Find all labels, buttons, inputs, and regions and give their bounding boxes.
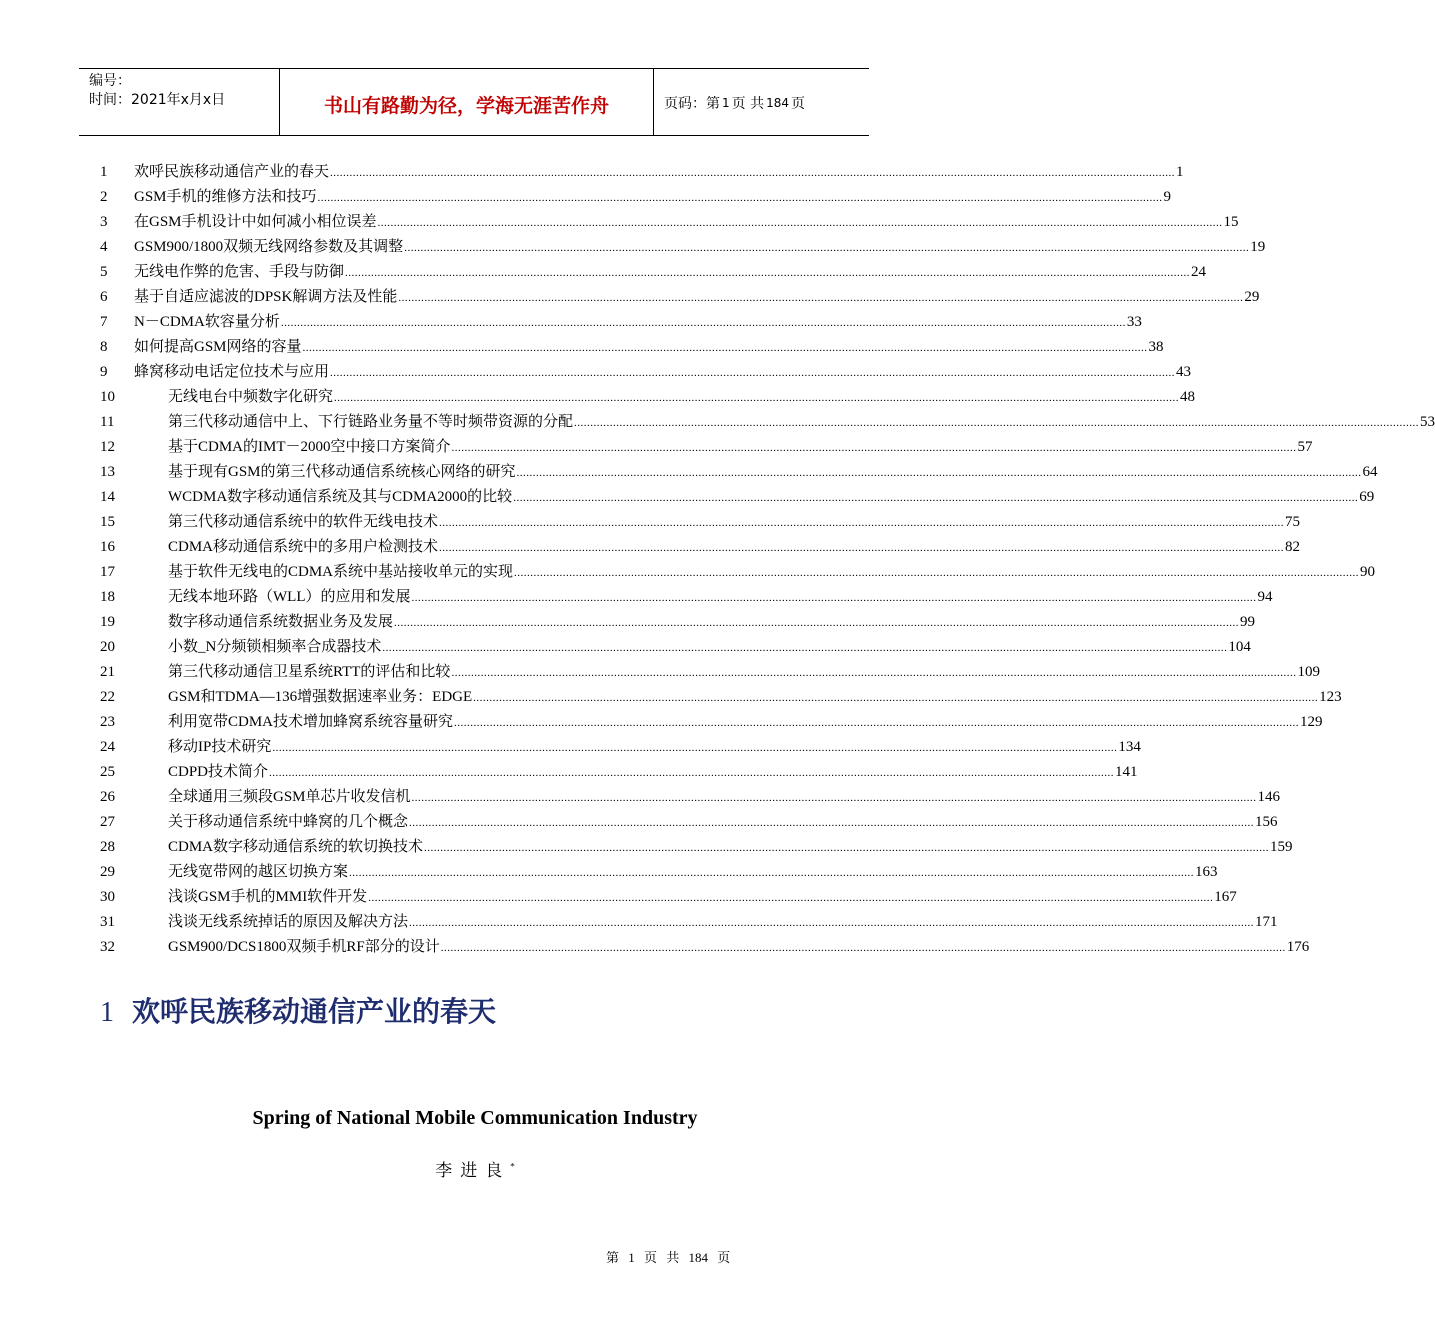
toc-leader-dots: .................................................................................................................................................................................................................................................................... [513,492,1359,504]
toc-entry-body [134,462,1378,483]
toc-entry-body [134,737,1141,758]
toc-entry-title: 第三代移动通信中上、下行链路业务量不等时频带资源的分配 [168,414,574,430]
toc-entry[interactable] [100,712,1323,737]
toc-leader-dots: .................................................................................................................................................................................................................................................................... [411,792,1257,804]
toc-entry-number: 8 [100,339,108,355]
toc-entry-body [134,812,1278,833]
toc-entry[interactable] [100,837,1293,862]
toc-entry-title: 数字移动通信系统数据业务及发展 [168,614,394,630]
toc-entry-page: 99 [1240,614,1256,630]
toc-entry-body [134,437,1313,458]
toc-entry-page: 167 [1214,889,1237,905]
toc-entry[interactable] [100,362,1192,387]
toc-entry-page: 57 [1297,439,1313,455]
section-number: 1 [100,997,114,1028]
toc-entry-body [134,237,1265,258]
toc-entry-page: 82 [1285,539,1301,555]
toc-entry-title: 移动IP技术研究 [168,739,272,755]
toc-entry-body [134,512,1300,533]
toc-entry-body [134,187,1171,208]
toc-entry-title: CDPD技术简介 [168,764,269,780]
toc-entry-title: 无线电台中频数字化研究 [168,389,334,405]
toc-entry-page: 176 [1286,939,1310,955]
toc-entry-title: GSM手机的维修方法和技巧 [134,189,317,205]
toc-leader-dots: .................................................................................................................................................................................................................................................................... [439,517,1285,529]
toc-entry-number: 27 [100,814,115,830]
toc-entry-number: 2 [100,189,108,205]
toc-entry-title: 基于CDMA的IMT－2000空中接口方案简介 [168,439,451,455]
toc-entry-page: 109 [1297,664,1320,680]
toc-entry-page: 69 [1359,489,1375,505]
toc-entry[interactable] [100,262,1207,287]
page-prefix: 页码：第 [664,96,720,112]
toc-entry-page: 90 [1360,564,1376,580]
toc-entry-page: 163 [1195,864,1218,880]
toc-entry[interactable] [100,587,1273,612]
toc-entry-title: 关于移动通信系统中蜂窝的几个概念 [168,814,409,830]
toc-entry[interactable] [100,212,1239,237]
author-mark: * [510,1161,515,1172]
toc-entry-page: 1 [1176,164,1184,180]
toc-entry-body [134,387,1195,408]
toc-leader-dots: .................................................................................................................................................................................................................................................................... [514,567,1360,579]
toc-entry-title: 第三代移动通信卫星系统RTT的评估和比较 [168,664,451,680]
toc-leader-dots: .................................................................................................................................................................................................................................................................... [440,942,1286,954]
toc-entry[interactable] [100,662,1320,687]
toc-entry-number: 12 [100,439,115,455]
toc-entry-title: 基于软件无线电的CDMA系统中基站接收单元的实现 [168,564,514,580]
toc-entry[interactable] [100,512,1301,537]
toc-entry-title: GSM900/DCS1800双频手机RF部分的设计 [168,939,440,955]
toc-entry[interactable] [100,912,1278,937]
toc-entry-number: 5 [100,264,108,280]
english-title: Spring of National Mobile Communication Industry [252,1107,698,1129]
toc-entry-title: 基于自适应滤波的DPSK解调方法及性能 [134,289,398,305]
toc-entry-page: 48 [1180,389,1196,405]
toc-leader-dots: .................................................................................................................................................................................................................................................................... [411,592,1257,604]
toc-entry[interactable] [100,187,1172,212]
toc-entry-number: 24 [100,739,115,755]
toc-entry-number: 11 [100,414,115,430]
toc-leader-dots: .................................................................................................................................................................................................................................................................... [382,642,1228,654]
toc-entry-body [134,912,1278,933]
toc-entry-body [134,362,1191,383]
toc-entry-title: 第三代移动通信系统中的软件无线电技术 [168,514,439,530]
toc-entry-number: 3 [100,214,108,230]
toc-leader-dots: .................................................................................................................................................................................................................................................................... [394,617,1240,629]
toc-entry-body [134,637,1251,658]
toc-entry-title: 如何提高GSM网络的容量 [134,339,302,355]
page-suffix: 页 [791,96,805,112]
toc-entry-number: 17 [100,564,115,580]
toc-entry-body [134,337,1164,358]
toc-entry-body [134,862,1218,883]
toc-entry-page: 134 [1118,739,1141,755]
toc-entry-page: 64 [1362,464,1378,480]
toc-entry-body [134,787,1280,808]
toc-entry[interactable] [100,687,1342,712]
page-header [79,68,869,136]
toc-entry-page: 33 [1126,314,1142,330]
toc-leader-dots: .................................................................................................................................................................................................................................................................... [330,367,1176,379]
toc-entry-body [134,537,1300,558]
header-meta [79,69,280,135]
toc-entry-body [134,287,1259,308]
toc-entry-title: 无线本地环路（WLL）的应用和发展 [168,589,411,605]
toc-entry-number: 9 [100,364,108,380]
toc-leader-dots: .................................................................................................................................................................................................................................................................... [269,767,1115,779]
header-page-info [654,69,869,135]
toc-leader-dots: .................................................................................................................................................................................................................................................................... [439,542,1285,554]
toc-leader-dots: .................................................................................................................................................................................................................................................................... [377,217,1223,229]
toc-entry-number: 26 [100,789,115,805]
toc-leader-dots: .................................................................................................................................................................................................................................................................... [451,442,1297,454]
toc-leader-dots: .................................................................................................................................................................................................................................................................... [398,292,1244,304]
toc-entry[interactable] [100,162,1184,187]
toc-entry-number: 30 [100,889,115,905]
toc-entry[interactable] [100,462,1378,487]
page-total: 184 [766,96,789,110]
toc-entry[interactable] [100,812,1278,837]
toc-entry-body [134,712,1323,733]
toc-entry-body [134,887,1237,908]
toc-entry-page: 29 [1244,289,1260,305]
toc-leader-dots: .................................................................................................................................................................................................................................................................... [409,917,1255,929]
toc-entry-title: N－CDMA软容量分析 [134,314,280,330]
toc-entry[interactable] [100,862,1218,887]
toc-entry-title: 蜂窝移动电话定位技术与应用 [134,364,330,380]
toc-entry-number: 29 [100,864,115,880]
toc-leader-dots: .................................................................................................................................................................................................................................................................... [330,167,1176,179]
toc-entry[interactable] [100,237,1266,262]
toc-entry-title: 小数_N分频锁相频率合成器技术 [168,639,382,655]
toc-entry-number: 15 [100,514,115,530]
author-name: 李进良 [435,1161,511,1180]
toc-entry-number: 23 [100,714,115,730]
toc-entry[interactable] [100,887,1237,912]
toc-entry-body [134,937,1309,958]
toc-leader-dots: .................................................................................................................................................................................................................................................................... [516,467,1362,479]
toc-leader-dots: .................................................................................................................................................................................................................................................................... [404,242,1250,254]
author [0,1156,950,1181]
toc-entry-page: 53 [1420,414,1435,430]
toc-entry[interactable] [100,487,1375,512]
toc-entry-title: 无线电作弊的危害、手段与防御 [134,264,345,280]
toc-entry-page: 129 [1300,714,1323,730]
toc-entry-number: 20 [100,639,115,655]
toc-entry-body [134,562,1375,583]
toc-entry-title: 在GSM手机设计中如何减小相位误差 [134,214,377,230]
toc-entry-title: 无线宽带网的越区切换方案 [168,864,349,880]
toc-entry[interactable] [100,537,1301,562]
toc-entry-number: 18 [100,589,115,605]
toc-entry-number: 4 [100,239,108,255]
toc-entry-number: 22 [100,689,115,705]
toc-entry-title: GSM和TDMA—136增强数据速率业务：EDGE [168,689,473,705]
toc-leader-dots: .................................................................................................................................................................................................................................................................... [349,867,1195,879]
toc-entry-page: 171 [1255,914,1278,930]
toc-entry-body [134,612,1255,633]
toc-entry[interactable] [100,287,1260,312]
toc-entry-number: 31 [100,914,115,930]
toc-entry-number: 14 [100,489,115,505]
toc-entry-body [134,662,1320,683]
toc-entry-title: CDMA数字移动通信系统的软切换技术 [168,839,424,855]
toc-leader-dots: .................................................................................................................................................................................................................................................................... [334,392,1180,404]
toc-entry-number: 6 [100,289,108,305]
toc-entry-page: 146 [1257,789,1281,805]
toc-entry-number: 1 [100,164,108,180]
toc-leader-dots: .................................................................................................................................................................................................................................................................... [409,817,1255,829]
page-footer: 第 1 页 共 184 页 [606,1250,731,1265]
toc-entry-title: 全球通用三频段GSM单芯片收发信机 [168,789,411,805]
toc-entry-number: 28 [100,839,115,855]
toc-entry-body [134,762,1138,783]
toc-entry-body [134,687,1342,708]
toc-leader-dots: .................................................................................................................................................................................................................................................................... [368,892,1214,904]
toc-entry[interactable] [100,762,1138,787]
toc-entry[interactable] [100,412,1435,437]
toc-entry-number: 19 [100,614,115,630]
toc-leader-dots: .................................................................................................................................................................................................................................................................... [272,742,1118,754]
toc-entry-body [134,837,1293,858]
table-of-contents [100,162,1435,962]
toc-entry-number: 13 [100,464,115,480]
toc-leader-dots: .................................................................................................................................................................................................................................................................... [424,842,1270,854]
toc-entry-body [134,412,1435,433]
toc-entry-page: 43 [1176,364,1192,380]
toc-entry-page: 104 [1228,639,1251,655]
toc-entry-page: 123 [1319,689,1342,705]
toc-entry-title: 浅谈GSM手机的MMI软件开发 [168,889,368,905]
toc-entry-body [134,312,1142,333]
toc-entry[interactable] [100,562,1376,587]
time-label: 时间：2021年x月x日 [89,92,226,108]
toc-entry-body [134,212,1239,233]
toc-leader-dots: .................................................................................................................................................................................................................................................................... [574,417,1420,429]
toc-entry[interactable] [100,787,1281,812]
toc-entry-page: 19 [1250,239,1266,255]
toc-entry[interactable] [100,937,1310,962]
header-motto: 书山有路勤为径，学海无涯苦作舟 [280,69,654,135]
toc-entry-body [134,587,1273,608]
toc-leader-dots: .................................................................................................................................................................................................................................................................... [473,692,1319,704]
section-title: 欢呼民族移动通信产业的春天 [132,995,497,1028]
toc-leader-dots: .................................................................................................................................................................................................................................................................... [280,317,1126,329]
toc-entry-body [134,162,1184,183]
toc-entry-title: WCDMA数字移动通信系统及其与CDMA2000的比较 [168,489,513,505]
toc-entry[interactable] [100,612,1256,637]
toc-entry-title: 利用宽带CDMA技术增加蜂窝系统容量研究 [168,714,454,730]
toc-entry-title: GSM900/1800双频无线网络参数及其调整 [134,239,404,255]
toc-entry-page: 24 [1191,264,1207,280]
toc-entry[interactable] [100,637,1251,662]
toc-entry-page: 38 [1148,339,1164,355]
toc-entry[interactable] [100,337,1164,362]
toc-entry[interactable] [100,437,1313,462]
page-current: 1 [722,96,730,110]
toc-entry-number: 32 [100,939,115,955]
toc-entry-page: 156 [1255,814,1278,830]
toc-entry-page: 159 [1270,839,1293,855]
section-heading [100,990,496,1030]
toc-entry-title: CDMA移动通信系统中的多用户检测技术 [168,539,439,555]
toc-entry[interactable] [100,387,1196,412]
toc-entry-number: 7 [100,314,108,330]
toc-entry-title: 欢呼民族移动通信产业的春天 [134,164,330,180]
toc-entry-page: 75 [1285,514,1301,530]
toc-entry-body [134,487,1374,508]
page-mid: 页 共 [731,96,765,112]
toc-entry-page: 94 [1257,589,1273,605]
toc-entry-number: 21 [100,664,115,680]
toc-entry-page: 9 [1163,189,1172,205]
toc-entry-title: 基于现有GSM的第三代移动通信系统核心网络的研究 [168,464,516,480]
toc-entry-number: 16 [100,539,115,555]
toc-entry[interactable] [100,737,1141,762]
toc-entry-title: 浅谈无线系统掉话的原因及解决方法 [168,914,409,930]
toc-leader-dots: .................................................................................................................................................................................................................................................................... [451,667,1297,679]
code-label: 编号： [89,73,131,89]
toc-entry[interactable] [100,312,1142,337]
toc-entry-number: 25 [100,764,115,780]
toc-entry-number: 10 [100,389,115,405]
toc-leader-dots: .................................................................................................................................................................................................................................................................... [317,192,1163,204]
toc-entry-page: 141 [1115,764,1138,780]
toc-leader-dots: .................................................................................................................................................................................................................................................................... [302,342,1148,354]
toc-leader-dots: .................................................................................................................................................................................................................................................................... [454,717,1300,729]
toc-leader-dots: .................................................................................................................................................................................................................................................................... [345,267,1191,279]
toc-entry-body [134,262,1206,283]
toc-entry-page: 15 [1223,214,1239,230]
